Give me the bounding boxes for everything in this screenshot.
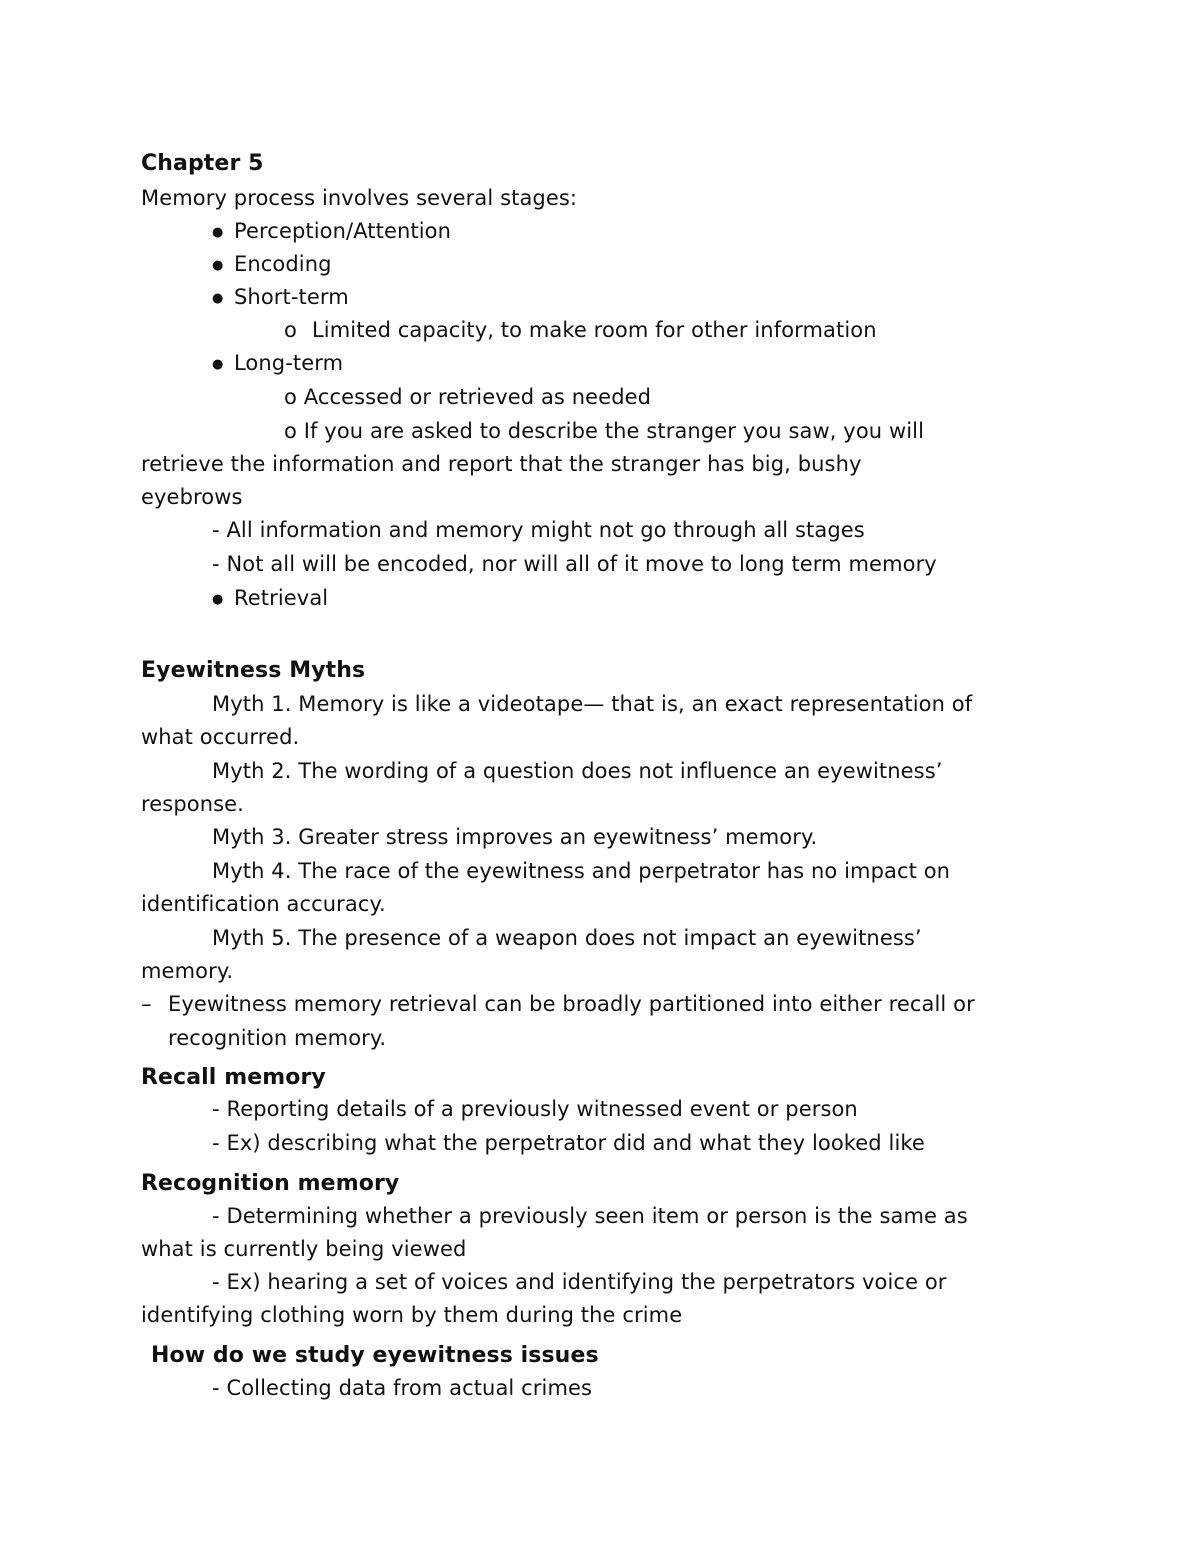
list-item-text: Encoding [234, 252, 332, 276]
text-line: identifying clothing worn by them during the crime [141, 1303, 683, 1327]
list-item [212, 588, 328, 609]
list-item-text: Retrieval [234, 586, 329, 610]
list-item-text: Long-term [234, 351, 344, 375]
recall-heading: Recall memory [141, 1065, 326, 1090]
list-item [212, 287, 349, 308]
bullet-icon: ● [212, 258, 224, 273]
sub-list-item-text: Limited capacity, to make room for other information [312, 318, 877, 342]
myth-line: identification accuracy. [141, 892, 386, 916]
dash-item: - Not all will be encoded, nor will all of it move to long term memory [212, 552, 937, 576]
dash-icon: – [141, 992, 152, 1016]
myth-line: memory. [141, 959, 234, 983]
list-item [212, 254, 332, 275]
text-line: eyebrows [141, 485, 243, 509]
myths-note: Eyewitness memory retrieval can be broadly partitioned into either recall or [168, 992, 975, 1016]
dash-item: - Collecting data from actual crimes [212, 1376, 593, 1400]
list-item [212, 221, 451, 242]
text-line: retrieve the information and report that the stranger has big, bushy [141, 452, 862, 476]
myths-note: recognition memory. [168, 1026, 387, 1050]
myth-line: what occurred. [141, 725, 300, 749]
circle-bullet-icon: o [284, 318, 297, 342]
recognition-heading: Recognition memory [141, 1171, 400, 1196]
myths-heading: Eyewitness Myths [141, 658, 366, 683]
dash-item: - Reporting details of a previously witnessed event or person [212, 1097, 858, 1121]
bullet-icon: ● [212, 225, 224, 240]
intro-text: Memory process involves several stages: [141, 186, 578, 210]
myth-line: response. [141, 792, 244, 816]
sub-list-item: o If you are asked to describe the stranger you saw, you will [284, 419, 925, 443]
sub-list-item: o Accessed or retrieved as needed [284, 385, 652, 409]
myth-line: Myth 4. The race of the eyewitness and perpetrator has no impact on [212, 859, 951, 883]
dash-item: - All information and memory might not go through all stages [212, 518, 865, 542]
bullet-icon: ● [212, 357, 224, 372]
myth-line: Myth 2. The wording of a question does not influence an eyewitness’ [212, 759, 943, 783]
dash-item: - Ex) describing what the perpetrator did and what they looked like [212, 1131, 925, 1155]
dash-item: - Determining whether a previously seen item or person is the same as [212, 1204, 968, 1228]
sub-list-item [284, 320, 877, 341]
dash-item: - Ex) hearing a set of voices and identifying the perpetrators voice or [212, 1270, 947, 1294]
list-item-text: Short-term [234, 285, 349, 309]
list-item [212, 353, 343, 374]
myth-line: Myth 1. Memory is like a videotape— that is, an exact representation of [212, 692, 973, 716]
text-line: what is currently being viewed [141, 1237, 467, 1261]
chapter-title: Chapter 5 [141, 151, 264, 176]
bullet-icon: ● [212, 291, 224, 306]
study-heading: How do we study eyewitness issues [151, 1343, 599, 1368]
myth-line: Myth 3. Greater stress improves an eyewitness’ memory. [212, 825, 818, 849]
list-item-text: Perception/Attention [234, 219, 452, 243]
myth-line: Myth 5. The presence of a weapon does not impact an eyewitness’ [212, 926, 922, 950]
bullet-icon: ● [212, 592, 224, 607]
